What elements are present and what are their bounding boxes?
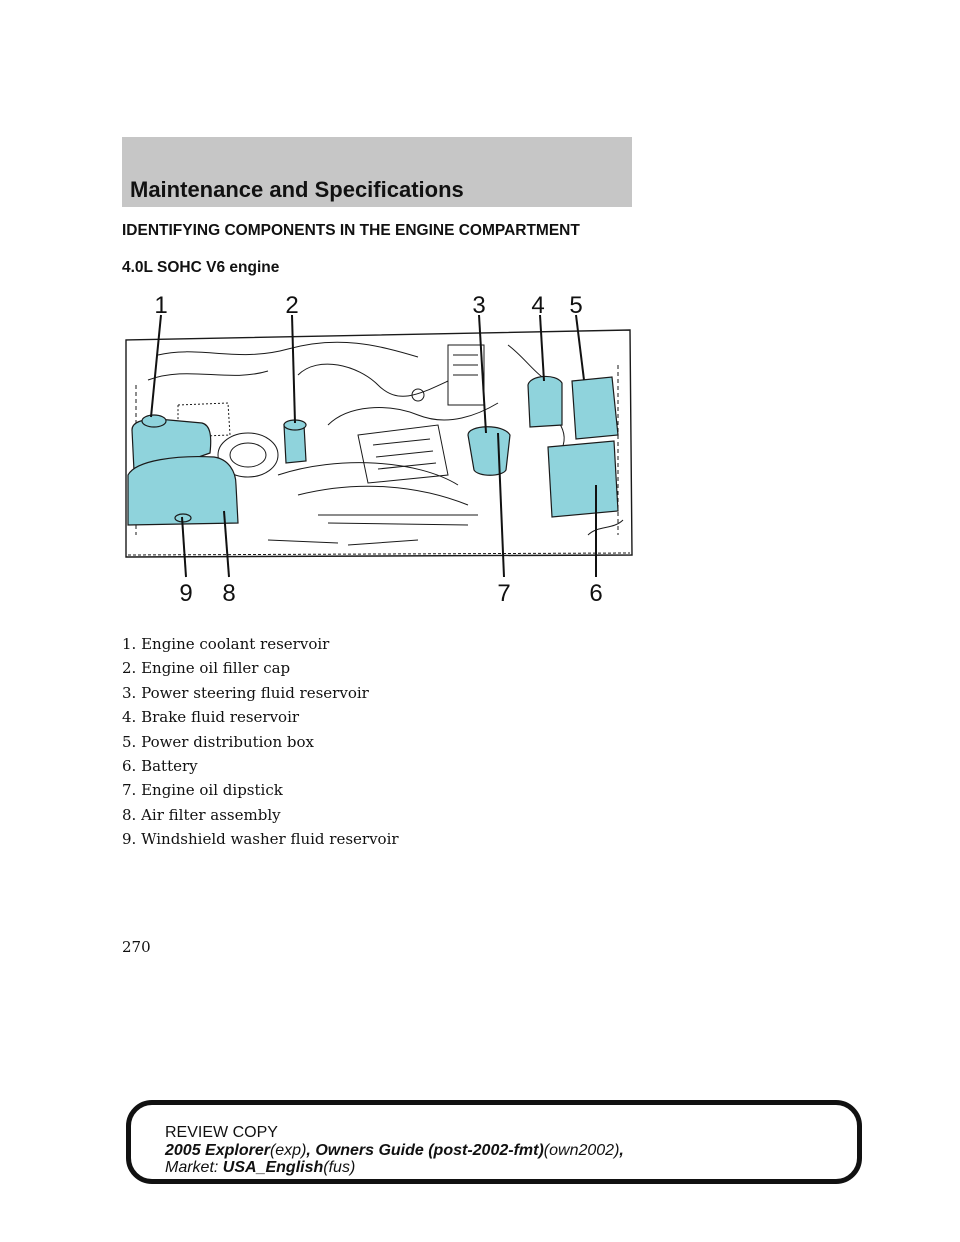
- callout-2: 2: [285, 292, 299, 319]
- footer-guide-code: (own2002): [543, 1141, 620, 1159]
- engine-subtitle: 4.0L SOHC V6 engine: [122, 259, 280, 276]
- footer-vehicle-code: (exp): [269, 1141, 307, 1159]
- footer-vehicle: 2005 Explorer: [165, 1141, 270, 1159]
- page-header-title: Maintenance and Specifications: [130, 177, 464, 202]
- legend-item: 5. Power distribution box: [122, 732, 314, 751]
- callout-8: 8: [222, 580, 236, 607]
- component-legend: [122, 635, 399, 855]
- footer-review-label: REVIEW COPY: [165, 1124, 278, 1141]
- power-distribution-box: [572, 377, 618, 439]
- legend-item: 2. Engine oil filler cap: [122, 659, 291, 678]
- footer-document-line: [165, 1142, 624, 1160]
- footer-separator: ,: [619, 1141, 624, 1159]
- legend-item: 8. Air filter assembly: [122, 805, 281, 824]
- callout-6: 6: [589, 580, 603, 607]
- battery: [548, 441, 618, 517]
- callout-7: 7: [497, 580, 511, 607]
- legend-item: 3. Power steering fluid reservoir: [122, 683, 369, 702]
- callout-3: 3: [472, 292, 486, 319]
- engine-compartment-illustration: [118, 285, 638, 615]
- callout-1: 1: [154, 292, 168, 319]
- section-header-band: [122, 137, 632, 207]
- legend-item: 7. Engine oil dipstick: [122, 781, 283, 800]
- legend-item: 6. Battery: [122, 756, 198, 775]
- callout-leader-lines: [151, 315, 596, 577]
- section-title: IDENTIFYING COMPONENTS IN THE ENGINE COMPARTMENT: [122, 222, 580, 239]
- review-copy-footer-text: [165, 1124, 624, 1177]
- footer-guide: Owners Guide (post-2002-fmt): [315, 1141, 544, 1159]
- legend-item: 4. Brake fluid reservoir: [122, 708, 300, 727]
- footer-market: USA_English: [222, 1159, 324, 1176]
- page-number: 270: [122, 938, 151, 956]
- footer-market-code: (fus): [323, 1159, 356, 1176]
- oil-filler-cap: [284, 425, 306, 463]
- legend-item: 1. Engine coolant reservoir: [122, 635, 330, 653]
- coolant-cap: [142, 415, 166, 427]
- brake-fluid-reservoir: [528, 376, 562, 427]
- callout-5: 5: [569, 292, 583, 319]
- footer-market-line: [165, 1159, 624, 1177]
- footer-market-label: Market:: [165, 1159, 219, 1176]
- callout-9: 9: [179, 580, 193, 607]
- callout-4: 4: [531, 292, 545, 319]
- legend-item: 9. Windshield washer fluid reservoir: [122, 830, 399, 849]
- power-steering-reservoir: [468, 427, 510, 476]
- footer-separator: ,: [306, 1141, 311, 1159]
